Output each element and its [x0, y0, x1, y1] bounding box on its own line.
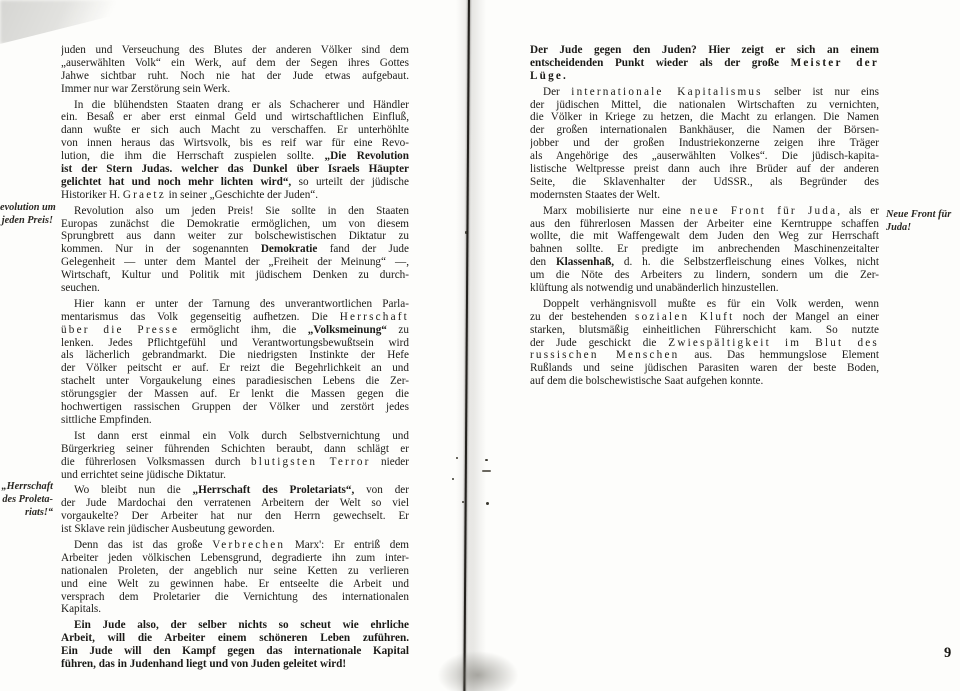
- paragraph: [61, 430, 409, 482]
- paragraph: [61, 205, 409, 295]
- text-line: Gelegenheit — unter dem Mantel der „Freiheit der Meinung“ —,: [61, 256, 409, 269]
- emphasis-segment: Graetz: [122, 188, 166, 201]
- text-line: nationalen Proleten, der angeblich nur seine Ketten zu verlieren: [61, 564, 409, 577]
- emphasis-segment: Verbrechen: [212, 538, 286, 551]
- scan-speck: [456, 457, 458, 459]
- margin-note-line: Juda!: [886, 222, 912, 234]
- paragraph: [61, 484, 409, 536]
- paragraph: [530, 298, 879, 388]
- scan-speck: [485, 459, 488, 461]
- text-line: Marx mobilisierte nur eine neue Front für Juda, als er: [543, 204, 879, 217]
- margin-note-line: des Proleta-: [2, 494, 53, 506]
- text-line: Seite, die Sklavenhalter der UdSSR., als Begründer des: [530, 175, 879, 188]
- text-line: Wo bleibt nun die „Herrschaft des Proletariats“, von der: [74, 484, 409, 497]
- scan-corner-artifact: [0, 0, 175, 44]
- text-line: Ein Jude will den Kampf gegen das internationale Kapital: [61, 645, 409, 658]
- emphasis-segment: internationale Kapitalismus: [571, 85, 763, 98]
- text-line: lution, die ihm die Herrschaft zuspielen sollte. „Die Revolution: [61, 150, 409, 163]
- text-line: versprach dem Proletarier die Vernichtung des internationalen: [61, 590, 409, 603]
- text-line: Der internationale Kapitalismus selber ist nur eins: [543, 85, 879, 98]
- margin-note: [886, 208, 960, 234]
- text-line: Immer nur war Zerstörung sein Werk.: [61, 82, 231, 95]
- text-line: störungsgier der Massen auf. Er lenkt die Massen gegen die: [61, 388, 409, 401]
- emphasis-segment: Meister der: [790, 56, 879, 69]
- emphasis-segment: „Volksmeinung“: [307, 323, 387, 336]
- text-line: vorgaukelte? Der Arbeiter hat nur den Herrn gewechselt. Er: [61, 510, 409, 523]
- text-line: bahnen sollte. Er predigte im anbrechenden Maschinenzeitalter: [530, 243, 879, 256]
- paragraph: [61, 619, 409, 671]
- text-line: Rußlands und seine jüdischen Parasiten waren der beste Boden,: [530, 362, 879, 375]
- text-line: als lächerlich gebrandmarkt. Die niedrigsten Instinkte der Hefe: [61, 349, 409, 362]
- paragraph: [61, 539, 409, 616]
- text-line: den Klassenhaß, d. h. die Selbstzerfleischung eines Volkes, nicht: [530, 256, 879, 269]
- text-line: Wirtschaft, Kultur und Politik mit jüdischem Denken zu durch-: [61, 269, 409, 282]
- text-line: listische Weltpresse preist dann auch ihre Brüder auf der anderen: [530, 163, 879, 176]
- emphasis-segment: „Die Revolution: [324, 150, 409, 163]
- text-line: modernsten Staates der Welt.: [530, 188, 660, 201]
- left-page-text-column: [61, 44, 409, 674]
- text-line: starken, blutsmäßig einheitlichen Führerschicht kam. So nutzte: [530, 323, 879, 336]
- text-line: [530, 70, 879, 83]
- scan-speck: [462, 501, 464, 503]
- emphasis-segment: Klassenhaß,: [555, 256, 615, 269]
- text-line: die führerlosen Volksmassen durch blutigsten Terror nieder: [61, 455, 409, 468]
- margin-note: [0, 201, 56, 227]
- text-line: die Völker in Kriege zu hetzen, die Macht zu erlangen. Die Namen: [530, 111, 879, 124]
- margin-note: [0, 480, 53, 520]
- text-line: und eine Welt zu gewinnen habe. Er entseelte die Arbeit und: [61, 577, 409, 590]
- emphasis-segment: russischen Menschen: [530, 349, 680, 362]
- text-line: auf dem die bolschewistische Saat aufgehen konnte.: [530, 375, 764, 388]
- emphasis-segment: Herrschaft: [339, 310, 409, 323]
- text-line: Revolution also um jeden Preis! Sie sollte in den Staaten: [74, 204, 409, 217]
- paragraph: [61, 99, 409, 202]
- text-line: stachelt unter Vorgaukelung eines paradiesischen Lebens die Zer-: [61, 375, 409, 388]
- text-line: Europas zunächst die Demokratie ermöglichen, um von diesem: [61, 217, 409, 230]
- text-line: führen, das in Judenhand liegt und von Juden geleitet wird!: [61, 657, 347, 670]
- text-line: sittliche Empfinden.: [61, 413, 152, 426]
- scan-speck: [486, 502, 489, 505]
- text-line: mentarismus das Volk gegenseitig aufhetzen. Die Herrschaft: [61, 310, 409, 323]
- text-line: jobber und der großen Industriekonzerne zeigen ihre Träger: [530, 137, 879, 150]
- emphasis-segment: blutigsten Terror: [250, 455, 371, 468]
- margin-note-line: jeden Preis!: [1, 215, 53, 227]
- margin-note-line: Neue Front für: [886, 209, 952, 220]
- text-line: der Jude geschickt die Zwiespältigkeit im Blut des: [530, 336, 879, 349]
- paragraph: [530, 44, 879, 83]
- text-line: aus den führerlosen Massen der Arbeiter eine Kerntruppe schaffen: [530, 217, 879, 230]
- text-line: der Völker peitscht er auf. Er reizt die Begehrlichkeit an und: [61, 362, 409, 375]
- emphasis-segment: Demokratie: [260, 243, 318, 256]
- text-line: Der Jude gegen den Juden? Hier zeigt er sich an einem: [530, 44, 879, 56]
- emphasis-segment: Lüge.: [530, 69, 569, 82]
- text-line: der Jude Mardochai den verratenen Arbeitern der Welt so viel: [61, 497, 409, 510]
- text-line: juden und Verseuchung des Blutes der anderen Völker sind dem: [61, 44, 409, 56]
- text-line: In die blühendsten Staaten drang er als Schacherer und Händler: [74, 98, 409, 111]
- text-line: als Angehörige des „auserwählten Volkes“. Die jüdisch-kapita-: [530, 150, 879, 163]
- right-page-text-column: [530, 44, 879, 391]
- text-line: hochwertigen rassischen Gruppen der Völker und zerstört jedes: [61, 401, 409, 414]
- emphasis-segment: neue Front für Juda: [689, 204, 838, 217]
- text-line: lenken. Jedes Pflichtgefühl und Verantwortungsbewußtsein wird: [61, 336, 409, 349]
- text-line: von innen heraus das Wirtsvolk, bis es reif war für eine Revo-: [61, 137, 409, 150]
- text-line: Sprungbrett aus dann weiter zur bolschewistischen Diktatur zu: [61, 230, 409, 243]
- emphasis-segment: sozialen Kluft: [635, 310, 735, 323]
- gutter-bottom-smudge: [436, 650, 520, 691]
- paragraph: [530, 205, 879, 295]
- text-line: wollte, die mit Waffengewalt dem Juden den Weg zur Herrschaft: [530, 230, 879, 243]
- text-line: der jüdischen Mittel, die nationalen Wirtschaften zu vernichten,: [530, 98, 879, 111]
- text-line: Ein Jude also, der selber nichts so scheut wie ehrliche: [74, 619, 409, 632]
- text-line: der großen internationalen Bankhäuser, die Namen der Börsen-: [530, 124, 879, 137]
- text-line: Jahwe sichtbar ruht. Noch nie hat der Jude etwas aufgebaut.: [61, 69, 409, 82]
- text-line: um die Nöte des Arbeiters zu lindern, sondern um die Zer-: [530, 269, 879, 282]
- text-line: dann wußte er sich auch Macht zu verschaffen. Er unterhöhlte: [61, 124, 409, 137]
- gutter-shading: [456, 0, 486, 691]
- margin-note-line: „Herrschaft: [1, 481, 53, 492]
- emphasis-segment: ist der Stern Judas. welcher das Dunkel über Israels Häupter: [61, 163, 409, 176]
- emphasis-segment: Zwiespältigkeit im Blut des: [668, 336, 879, 349]
- emphasis-segment: gelichtet hat und noch mehr lichten wird“,: [61, 175, 292, 188]
- text-line: „auserwählten Volk“ ein Werk, auf dem der Segen ihres Gottes: [61, 56, 409, 69]
- text-line: klüftung als notwendig und unabänderlich hinzustellen.: [530, 282, 779, 295]
- text-line: gelichtet hat und noch mehr lichten wird“, so urteilt der jüdische: [61, 175, 409, 188]
- paragraph: [530, 86, 879, 202]
- text-line: Denn das ist das große Verbrechen Marx': Er entriß dem: [74, 538, 409, 551]
- text-line: [61, 163, 409, 176]
- text-line: ein. Besaß er aber erst einmal Geld und wirtschaftlichen Einfluß,: [61, 111, 409, 124]
- scan-speck: [452, 478, 454, 480]
- text-line: über die Presse ermöglicht ihm, die „Volksmeinung“ zu: [61, 323, 409, 336]
- emphasis-segment: über die Presse: [61, 323, 180, 336]
- text-line: Historiker H. Graetz in seiner „Geschichte der Juden“.: [61, 188, 319, 201]
- text-line: Arbeit, will die Arbeiter einem schöneren Leben zuführen.: [61, 632, 409, 645]
- paragraph: [61, 44, 409, 96]
- emphasis-segment: „Herrschaft des Proletariats“,: [192, 484, 355, 497]
- scan-speck: [465, 231, 467, 234]
- text-line: Arbeiter jeden völkischen Lebensgrund, degradierte ihn zum inter-: [61, 551, 409, 564]
- text-line: entscheidenden Punkt wieder als der große Meister der: [530, 56, 879, 69]
- text-line: kommen. Nur in der sogenannten Demokratie fand der Jude: [61, 243, 409, 256]
- text-line: zu der bestehenden sozialen Kluft noch der Mangel an einer: [530, 310, 879, 323]
- margin-note-line: evolution um: [0, 202, 56, 213]
- text-line: russischen Menschen aus. Das hemmungslose Element: [530, 349, 879, 362]
- margin-note-line: riats!“: [24, 507, 53, 519]
- text-line: seuchen.: [61, 282, 100, 295]
- text-line: Bürgerkrieg seiner führenden Schichten beraubt, dann schlägt er: [61, 442, 409, 455]
- text-line: und errichtet seine jüdische Diktatur.: [61, 468, 226, 481]
- text-line: Doppelt verhängnisvoll mußte es für ein Volk werden, wenn: [543, 297, 879, 310]
- scan-speck: [482, 470, 491, 472]
- page-number: 9: [944, 645, 952, 661]
- paragraph: [61, 298, 409, 427]
- text-line: ist Sklave rein jüdischer Ausbeutung geworden.: [61, 523, 275, 536]
- text-line: Ist dann erst einmal ein Volk durch Selbstvernichtung und: [74, 429, 409, 442]
- text-line: Hier kann er unter der Tarnung des unverantwortlichen Parla-: [74, 297, 409, 310]
- text-line: Kapitals.: [61, 603, 102, 616]
